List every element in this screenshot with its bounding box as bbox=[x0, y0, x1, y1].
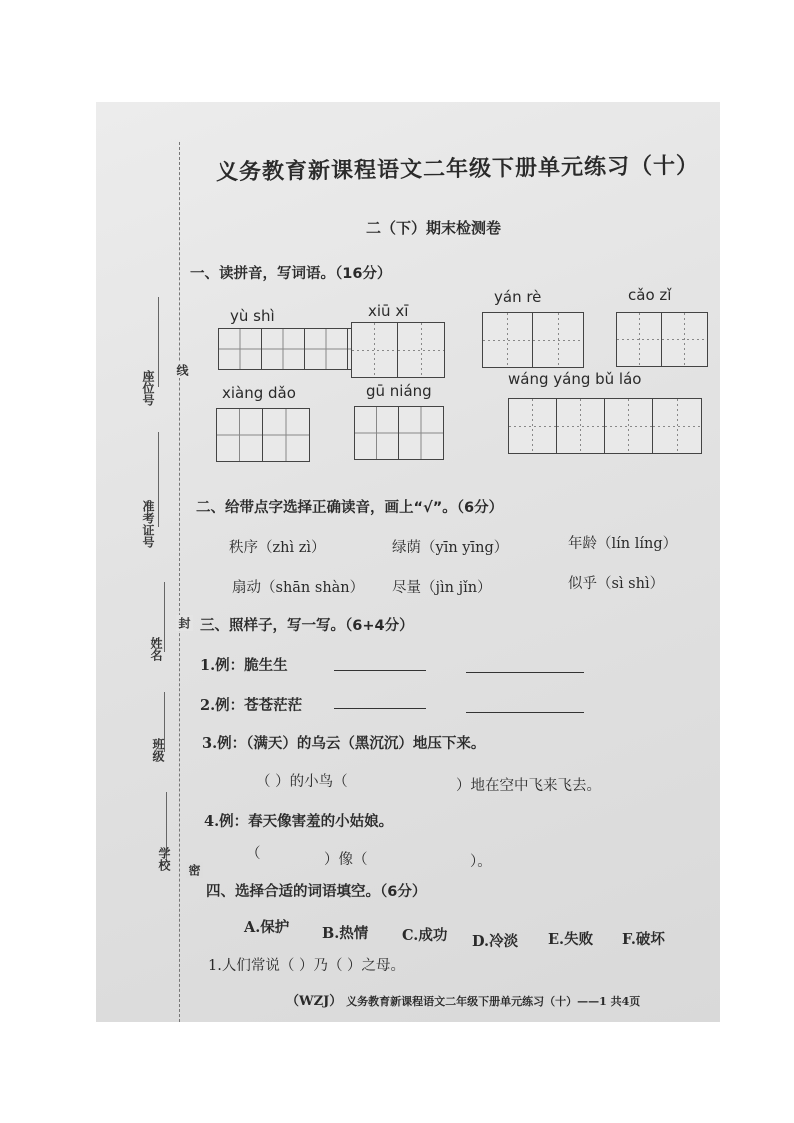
grid-cell[interactable] bbox=[605, 399, 653, 453]
footer-code: （WZJ） bbox=[286, 994, 343, 1009]
writing-grid-xiuxi[interactable] bbox=[351, 322, 445, 378]
q4-1-sentence[interactable]: 1.人们常说（ ）乃（ ）之母。 bbox=[208, 958, 406, 974]
q3-3-fill-a[interactable]: （ ）的小鸟（ bbox=[256, 774, 348, 790]
grid-cell[interactable] bbox=[355, 407, 399, 459]
pinyin-xiangdao: xiàng dǎo bbox=[222, 384, 296, 402]
q3-3-fill-b[interactable]: ）地在空中飞来飞去。 bbox=[456, 778, 601, 794]
option-f: F.破坏 bbox=[622, 931, 665, 948]
writing-grid-wangyangbulao[interactable] bbox=[508, 398, 702, 454]
grid-cell[interactable] bbox=[398, 323, 444, 377]
q3-1-example: 1.例：脆生生 bbox=[200, 657, 288, 674]
binding-dashed-line bbox=[179, 142, 180, 1022]
footer-text: 义务教育新课程语文二年级下册单元练习（十）——1 共4页 bbox=[346, 995, 641, 1008]
q3-4-fill-c[interactable]: ）。 bbox=[470, 854, 492, 870]
school-label: 学校 bbox=[157, 847, 171, 871]
writing-grid-xiangdao[interactable] bbox=[216, 408, 310, 462]
choice-lvyin[interactable]: 绿荫（yīn yīng） bbox=[392, 540, 509, 556]
pinyin-xiuxi: xiū xī bbox=[368, 302, 409, 320]
grid-cell[interactable] bbox=[217, 409, 263, 461]
q3-4-example: 4.例：春天像害羞的小姑娘。 bbox=[204, 813, 394, 830]
binding-mark-secret: 密 bbox=[187, 864, 201, 876]
pinyin-yanre: yán rè bbox=[494, 288, 542, 306]
choice-zhixu[interactable]: 秩序（zhì zì） bbox=[229, 540, 326, 556]
seat-underline bbox=[158, 297, 159, 387]
binding-mark-seal: 封 bbox=[177, 617, 191, 629]
grid-cell[interactable] bbox=[483, 313, 533, 367]
choice-shandong[interactable]: 扇动（shān shàn） bbox=[232, 580, 365, 596]
section3-heading: 三、照样子，写一写。（6+4分） bbox=[200, 618, 414, 634]
pinyin-caozi: cǎo zǐ bbox=[628, 286, 672, 304]
grid-cell[interactable] bbox=[262, 329, 305, 369]
section2-heading: 二、给带点字选择正确读音，画上“√”。（6分） bbox=[196, 500, 504, 516]
writing-grid-guniang[interactable] bbox=[354, 406, 444, 460]
choice-jinliang[interactable]: 尽量（jìn jǐn） bbox=[392, 580, 492, 596]
option-d: D.冷淡 bbox=[472, 933, 519, 950]
grid-cell[interactable] bbox=[263, 409, 309, 461]
q3-4-fill-a[interactable]: （ bbox=[246, 846, 261, 862]
option-b: B.热情 bbox=[322, 925, 369, 942]
q3-3-example: 3.例：（满天）的乌云（黑沉沉）地压下来。 bbox=[202, 735, 486, 752]
binding-mark-line: 线 bbox=[175, 364, 189, 376]
grid-cell[interactable] bbox=[399, 407, 443, 459]
section1-heading: 一、读拼音，写词语。（16分） bbox=[190, 266, 392, 282]
grid-cell[interactable] bbox=[509, 399, 557, 453]
writing-grid-caozi[interactable] bbox=[616, 312, 708, 367]
grid-cell[interactable] bbox=[662, 313, 707, 366]
q3-2-example: 2.例：苍苍茫茫 bbox=[200, 697, 303, 714]
option-e: E.失败 bbox=[548, 931, 594, 948]
grid-cell[interactable] bbox=[557, 399, 605, 453]
pinyin-yushi: yù shì bbox=[230, 307, 275, 325]
page-footer bbox=[286, 990, 640, 1009]
grid-cell[interactable] bbox=[617, 313, 662, 366]
class-label: 班级 bbox=[151, 738, 165, 762]
writing-grid-yanre[interactable] bbox=[482, 312, 584, 368]
pinyin-wangyangbulao: wáng yáng bǔ láo bbox=[508, 370, 642, 388]
exam-subtitle: 二（下）期末检测卷 bbox=[366, 219, 502, 237]
grid-cell[interactable] bbox=[305, 329, 348, 369]
answer-line[interactable] bbox=[466, 712, 584, 713]
section4-heading: 四、选择合适的词语填空。（6分） bbox=[206, 884, 427, 900]
exam-no-underline bbox=[158, 432, 159, 527]
pinyin-guniang: gū niáng bbox=[366, 382, 432, 400]
option-a: A.保护 bbox=[244, 919, 290, 936]
choice-nianling[interactable]: 年龄（lín líng） bbox=[568, 536, 678, 552]
answer-line[interactable] bbox=[334, 670, 426, 671]
exam-no-label: 准考证号 bbox=[141, 500, 155, 548]
exam-title: 义务教育新课程语文二年级下册单元练习（十） bbox=[215, 152, 700, 186]
answer-line[interactable] bbox=[334, 708, 426, 709]
grid-cell[interactable] bbox=[653, 399, 701, 453]
exam-paper bbox=[96, 102, 720, 1022]
choice-sihu[interactable]: 似乎（sì shì） bbox=[568, 576, 665, 592]
option-c: C.成功 bbox=[402, 927, 448, 944]
answer-line[interactable] bbox=[466, 672, 584, 673]
grid-cell[interactable] bbox=[352, 323, 398, 377]
grid-cell[interactable] bbox=[533, 313, 583, 367]
seat-label: 座位号 bbox=[141, 370, 155, 406]
grid-cell[interactable] bbox=[219, 329, 262, 369]
q3-4-fill-b[interactable]: ）像（ bbox=[324, 852, 368, 868]
name-label: 姓名 bbox=[149, 637, 163, 661]
